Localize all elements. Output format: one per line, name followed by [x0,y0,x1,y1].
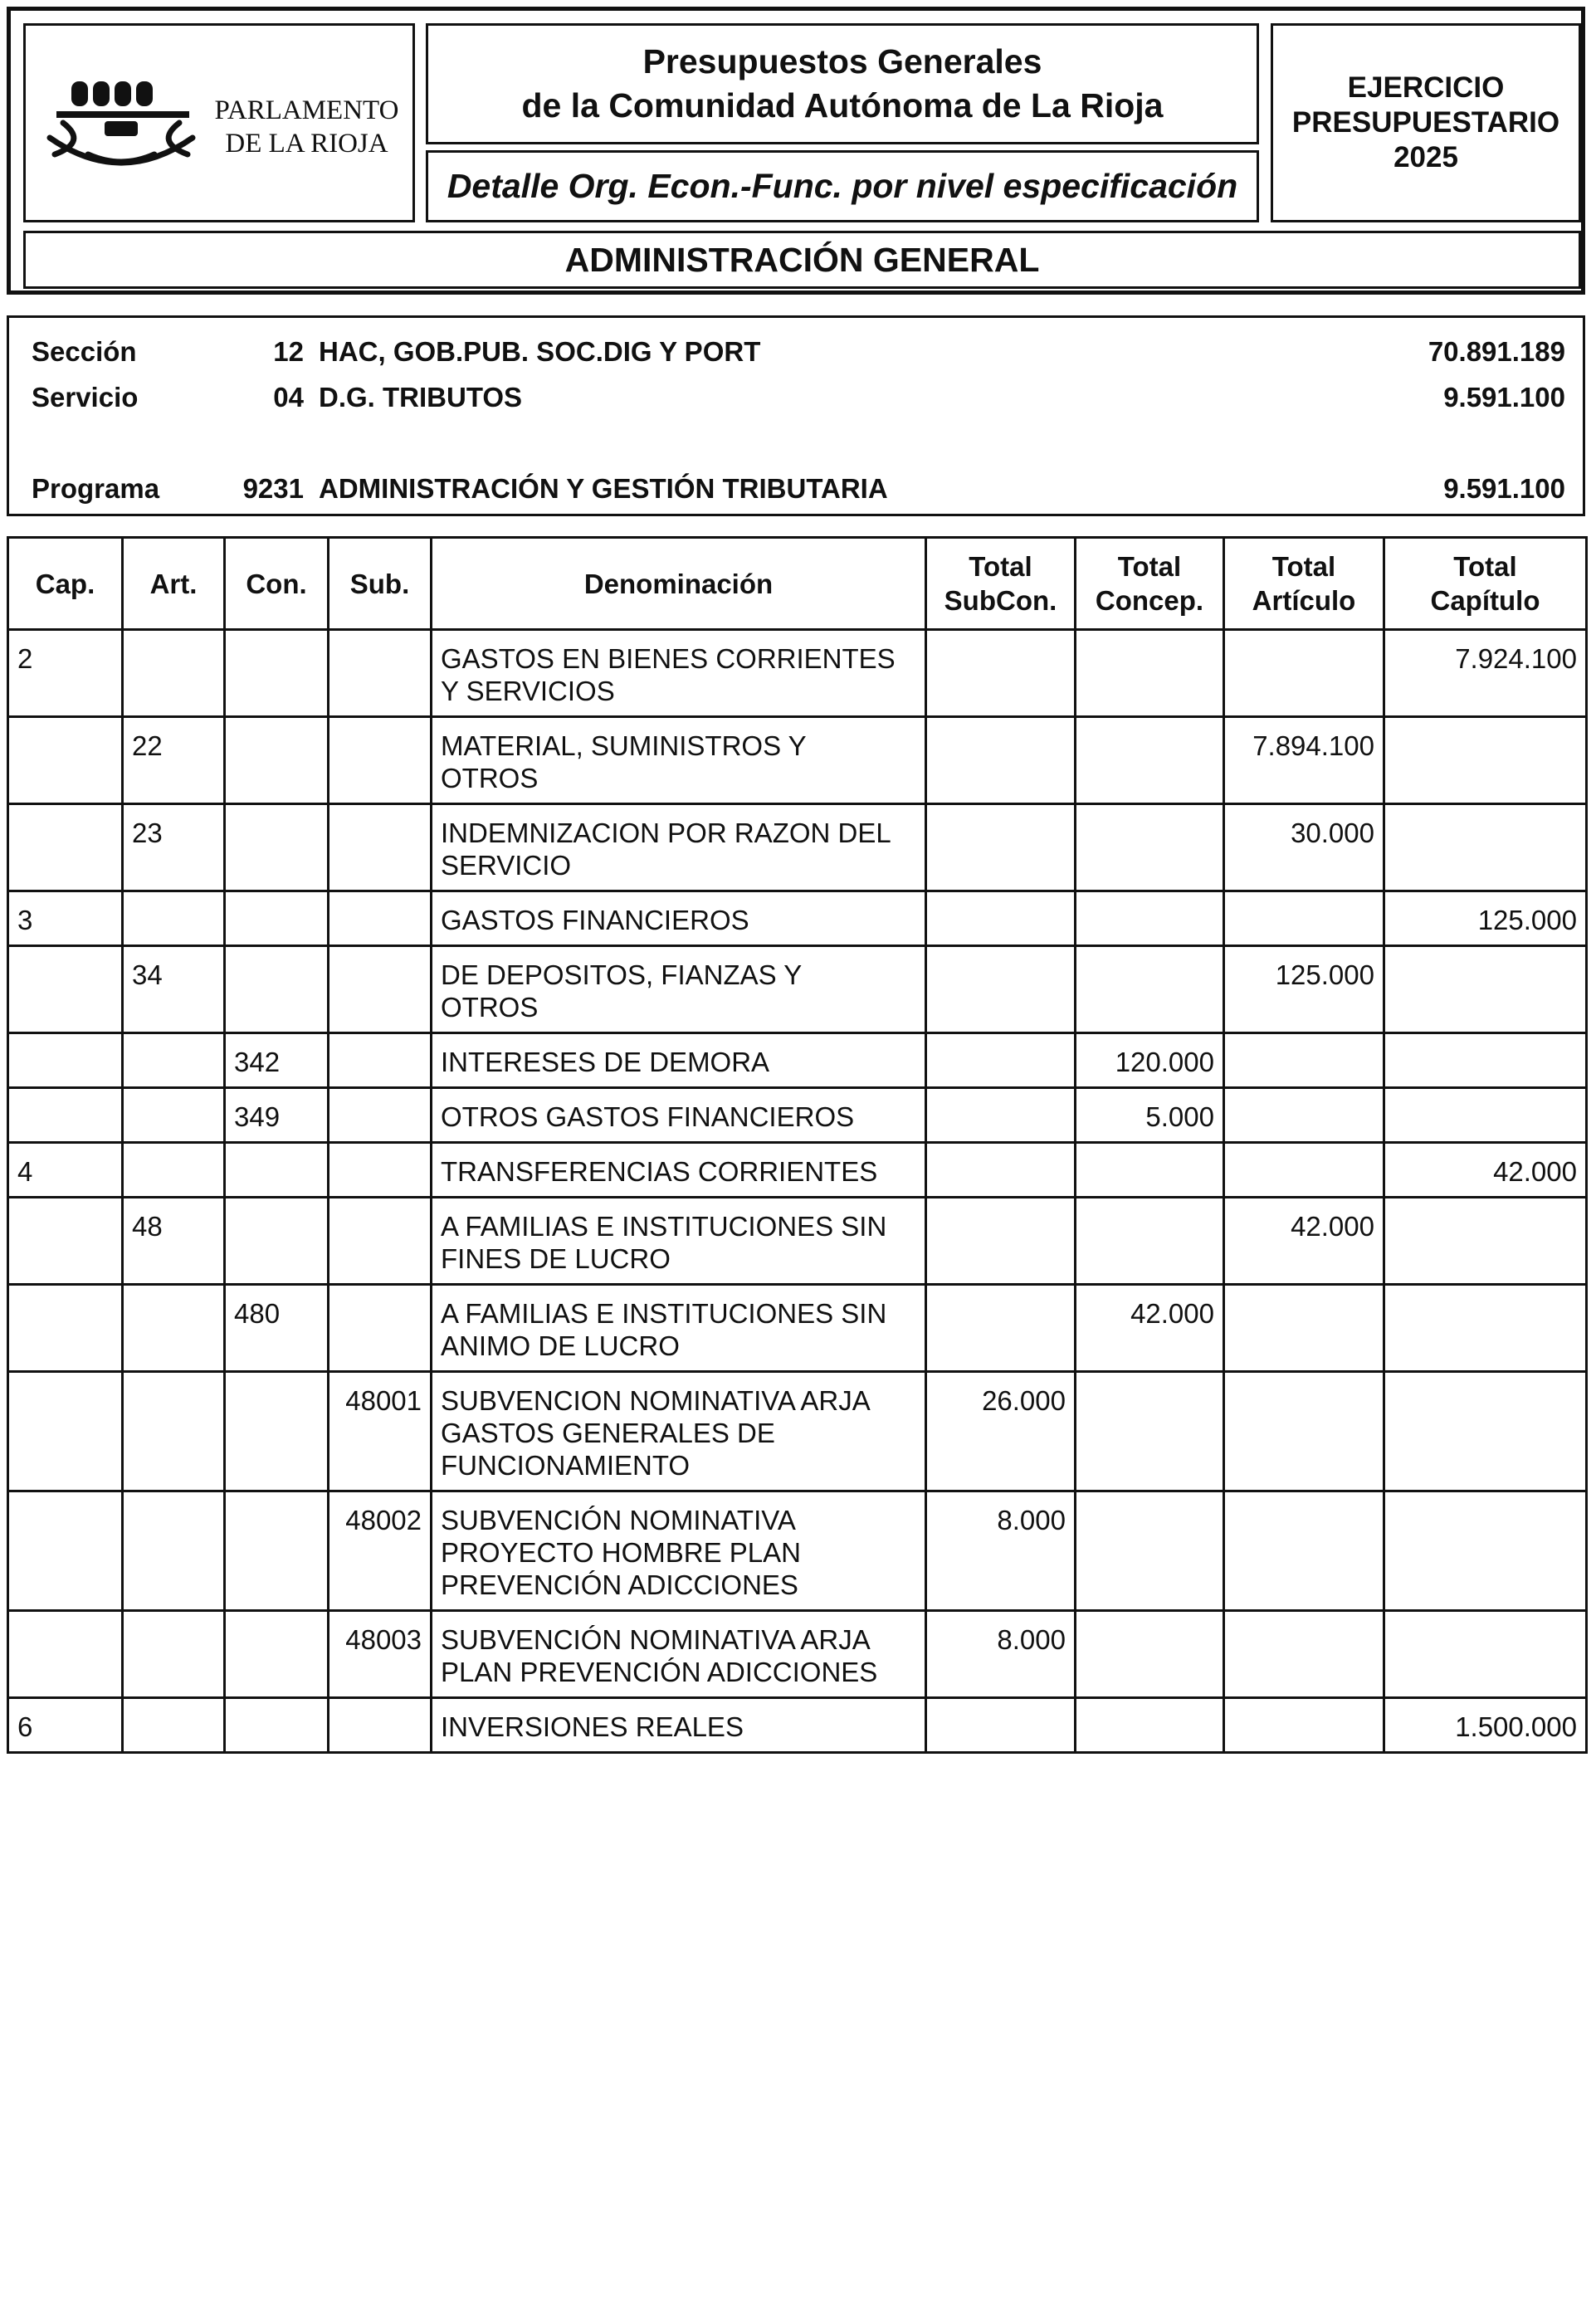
cap-cell: 2 [8,630,123,717]
budget-table [7,536,1588,1754]
total-capitulo-cell [1384,1088,1587,1143]
denominacion-line: OTROS [441,992,539,1023]
table-row [8,1285,1587,1372]
denominacion-line: FUNCIONAMIENTO [441,1450,691,1481]
programa-amount: 9.591.100 [1443,473,1565,504]
con-cell [225,946,329,1033]
title-line-1: Presupuestos Generales [642,42,1042,81]
title-line-2: de la Comunidad Autónoma de La Rioja [521,86,1164,124]
denominacion-cell [432,891,926,946]
cap-cell [8,946,123,1033]
col-header-capitulo-line2: Capítulo [1430,585,1540,616]
cap-cell [8,1285,123,1372]
denominacion-line: GASTOS FINANCIEROS [441,905,749,935]
total-capitulo-cell [1384,1198,1587,1285]
con-cell: 342 [225,1033,329,1088]
total-concep-cell [1076,630,1224,717]
table-row [8,630,1587,717]
document-header [7,7,1585,295]
total-capitulo-cell: 1.500.000 [1384,1698,1587,1753]
total-subcon-cell [926,1198,1076,1285]
col-header-capitulo-line1: Total [1453,551,1517,582]
col-header-articulo-line2: Artículo [1252,585,1356,616]
section-info [7,315,1585,516]
logo-block [23,23,415,222]
total-capitulo-cell [1384,1285,1587,1372]
total-concep-cell: 5.000 [1076,1088,1224,1143]
servicio-name: D.G. TRIBUTOS [319,382,523,412]
cap-cell: 3 [8,891,123,946]
programa-name: ADMINISTRACIÓN Y GESTIÓN TRIBUTARIA [319,473,888,504]
col-header-con: Con. [225,538,329,630]
con-cell [225,630,329,717]
art-cell: 34 [123,946,225,1033]
col-header-articulo [1224,538,1384,630]
con-cell: 480 [225,1285,329,1372]
total-articulo-cell [1224,1491,1384,1611]
total-articulo-cell: 125.000 [1224,946,1384,1033]
total-concep-cell [1076,717,1224,804]
cap-cell [8,804,123,891]
total-capitulo-cell [1384,1611,1587,1698]
sub-cell [329,630,432,717]
sub-cell [329,804,432,891]
total-concep-cell [1076,946,1224,1033]
fiscal-year-block [1271,23,1581,222]
programa-code: 9231 [242,473,304,504]
sub-cell [329,946,432,1033]
denominacion-line: GASTOS EN BIENES CORRIENTES [441,643,896,674]
table-row [8,1372,1587,1491]
sub-cell: 48002 [329,1491,432,1611]
total-articulo-cell [1224,1088,1384,1143]
cap-cell: 4 [8,1143,123,1198]
table-row [8,946,1587,1033]
col-header-subcon [926,538,1076,630]
total-capitulo-cell [1384,717,1587,804]
table-row [8,1088,1587,1143]
administration-label: ADMINISTRACIÓN GENERAL [23,231,1581,289]
art-cell [123,891,225,946]
art-cell [123,1143,225,1198]
total-articulo-cell: 7.894.100 [1224,717,1384,804]
art-cell [123,1033,225,1088]
col-header-concep-line2: Concep. [1095,585,1204,616]
total-concep-cell [1076,891,1224,946]
art-cell [123,1088,225,1143]
sub-cell [329,1143,432,1198]
denominacion-line: FINES DE LUCRO [441,1243,671,1274]
sub-cell: 48003 [329,1611,432,1698]
total-subcon-cell [926,1143,1076,1198]
denominacion-line: TRANSFERENCIAS CORRIENTES [441,1156,878,1187]
total-articulo-cell [1224,1285,1384,1372]
total-subcon-cell [926,1088,1076,1143]
total-capitulo-cell: 125.000 [1384,891,1587,946]
total-capitulo-cell: 42.000 [1384,1143,1587,1198]
total-articulo-cell [1224,1033,1384,1088]
col-header-concep-line1: Total [1117,551,1182,582]
sub-cell [329,1698,432,1753]
table-header-row [8,538,1587,630]
con-cell [225,1611,329,1698]
total-capitulo-cell [1384,1372,1587,1491]
denominacion-cell [432,804,926,891]
total-capitulo-cell: 7.924.100 [1384,630,1587,717]
table-row [8,891,1587,946]
sub-cell [329,891,432,946]
total-capitulo-cell [1384,1033,1587,1088]
con-cell [225,1198,329,1285]
total-articulo-cell [1224,1611,1384,1698]
cap-cell [8,717,123,804]
col-header-articulo-line1: Total [1271,551,1336,582]
sub-cell: 48001 [329,1372,432,1491]
logo-line-1: PARLAMENTO [214,95,399,125]
cap-cell: 6 [8,1698,123,1753]
denominacion-cell [432,1198,926,1285]
con-cell [225,1491,329,1611]
art-cell [123,1611,225,1698]
total-articulo-cell [1224,630,1384,717]
table-row [8,1611,1587,1698]
total-concep-cell: 120.000 [1076,1033,1224,1088]
programa-row [9,473,1583,506]
cap-cell [8,1198,123,1285]
total-concep-cell [1076,1698,1224,1753]
table-row [8,1198,1587,1285]
denominacion-cell [432,630,926,717]
art-cell [123,630,225,717]
servicio-row [9,382,1583,415]
ejercicio-label: EJERCICIO [1347,71,1505,104]
denominacion-line: GASTOS GENERALES DE [441,1418,775,1448]
con-cell [225,1698,329,1753]
denominacion-cell [432,1285,926,1372]
denominacion-line: A FAMILIAS E INSTITUCIONES SIN [441,1298,887,1329]
con-cell [225,717,329,804]
denominacion-line: DE DEPOSITOS, FIANZAS Y [441,959,803,990]
col-header-denominacion: Denominación [432,538,926,630]
col-header-concep [1076,538,1224,630]
denominacion-cell [432,1372,926,1491]
denominacion-cell [432,1143,926,1198]
sub-cell [329,717,432,804]
denominacion-line: INTERESES DE DEMORA [441,1047,770,1077]
art-cell: 23 [123,804,225,891]
denominacion-line: SUBVENCION NOMINATIVA ARJA [441,1385,871,1416]
cap-cell [8,1491,123,1611]
document-title [426,23,1259,144]
col-header-subcon-line1: Total [969,551,1032,582]
denominacion-line: PROYECTO HOMBRE PLAN [441,1537,801,1568]
table-row [8,1491,1587,1611]
total-articulo-cell: 42.000 [1224,1198,1384,1285]
seccion-amount: 70.891.189 [1428,336,1565,367]
table-row [8,1143,1587,1198]
total-subcon-cell [926,630,1076,717]
seccion-code: 12 [273,336,304,367]
table-row [8,1698,1587,1753]
denominacion-cell [432,1088,926,1143]
col-header-art: Art. [123,538,225,630]
con-cell [225,1143,329,1198]
servicio-label: Servicio [32,382,139,412]
total-articulo-cell [1224,1143,1384,1198]
fiscal-year: 2025 [1393,141,1458,173]
total-subcon-cell [926,804,1076,891]
total-concep-cell [1076,1611,1224,1698]
denominacion-line: A FAMILIAS E INSTITUCIONES SIN [441,1211,887,1242]
cap-cell [8,1033,123,1088]
denominacion-cell [432,1611,926,1698]
total-subcon-cell [926,946,1076,1033]
col-header-subcon-line2: SubCon. [944,585,1057,616]
sub-cell [329,1285,432,1372]
total-concep-cell: 42.000 [1076,1285,1224,1372]
sub-cell [329,1033,432,1088]
art-cell [123,1285,225,1372]
total-articulo-cell [1224,1698,1384,1753]
art-cell [123,1372,225,1491]
denominacion-line: PLAN PREVENCIÓN ADICCIONES [441,1657,878,1687]
sub-cell [329,1198,432,1285]
total-subcon-cell [926,1698,1076,1753]
total-subcon-cell [926,1033,1076,1088]
servicio-amount: 9.591.100 [1443,382,1565,412]
total-capitulo-cell [1384,946,1587,1033]
servicio-code: 04 [273,382,304,412]
art-cell [123,1491,225,1611]
col-header-capitulo [1384,538,1587,630]
cap-cell [8,1611,123,1698]
total-concep-cell [1076,1143,1224,1198]
programa-label: Programa [32,473,160,504]
denominacion-line: OTROS GASTOS FINANCIEROS [441,1101,855,1132]
total-concep-cell [1076,1372,1224,1491]
total-subcon-cell: 8.000 [926,1611,1076,1698]
presupuestario-label: PRESUPUESTARIO [1291,106,1560,139]
col-header-cap: Cap. [8,538,123,630]
total-articulo-cell [1224,891,1384,946]
denominacion-line: OTROS [441,763,539,793]
total-subcon-cell: 8.000 [926,1491,1076,1611]
seccion-label: Sección [32,336,137,367]
art-cell [123,1698,225,1753]
denominacion-line: PREVENCIÓN ADICCIONES [441,1569,798,1600]
total-articulo-cell [1224,1372,1384,1491]
denominacion-cell [432,1033,926,1088]
total-subcon-cell: 26.000 [926,1372,1076,1491]
cap-cell [8,1372,123,1491]
total-subcon-cell [926,891,1076,946]
con-cell [225,1372,329,1491]
seccion-row [9,336,1583,369]
denominacion-line: SUBVENCIÓN NOMINATIVA ARJA [441,1624,871,1655]
denominacion-cell [432,1698,926,1753]
total-subcon-cell [926,717,1076,804]
con-cell: 349 [225,1088,329,1143]
total-articulo-cell: 30.000 [1224,804,1384,891]
denominacion-line: INDEMNIZACION POR RAZON DEL [441,818,891,848]
logo-text [205,94,408,160]
denominacion-line: SUBVENCIÓN NOMINATIVA [441,1505,796,1535]
con-cell [225,804,329,891]
sub-cell [329,1088,432,1143]
denominacion-line: ANIMO DE LUCRO [441,1330,680,1361]
con-cell [225,891,329,946]
denominacion-cell [432,946,926,1033]
logo-line-2: DE LA RIOJA [225,129,388,159]
art-cell: 22 [123,717,225,804]
seccion-name: HAC, GOB.PUB. SOC.DIG Y PORT [319,336,761,367]
denominacion-line: MATERIAL, SUMINISTROS Y [441,730,807,761]
art-cell: 48 [123,1198,225,1285]
cap-cell [8,1088,123,1143]
total-capitulo-cell [1384,804,1587,891]
denominacion-cell [432,1491,926,1611]
document-subtitle: Detalle Org. Econ.-Func. por nivel especificación [426,150,1259,222]
table-row [8,717,1587,804]
total-concep-cell [1076,1198,1224,1285]
denominacion-line: INVERSIONES REALES [441,1711,744,1742]
denominacion-cell [432,717,926,804]
total-concep-cell [1076,1491,1224,1611]
table-row [8,1033,1587,1088]
total-subcon-cell [926,1285,1076,1372]
total-capitulo-cell [1384,1491,1587,1611]
parliament-logo-icon [38,63,204,188]
denominacion-line: SERVICIO [441,850,572,881]
denominacion-line: Y SERVICIOS [441,676,615,706]
col-header-sub: Sub. [329,538,432,630]
total-concep-cell [1076,804,1224,891]
table-row [8,804,1587,891]
